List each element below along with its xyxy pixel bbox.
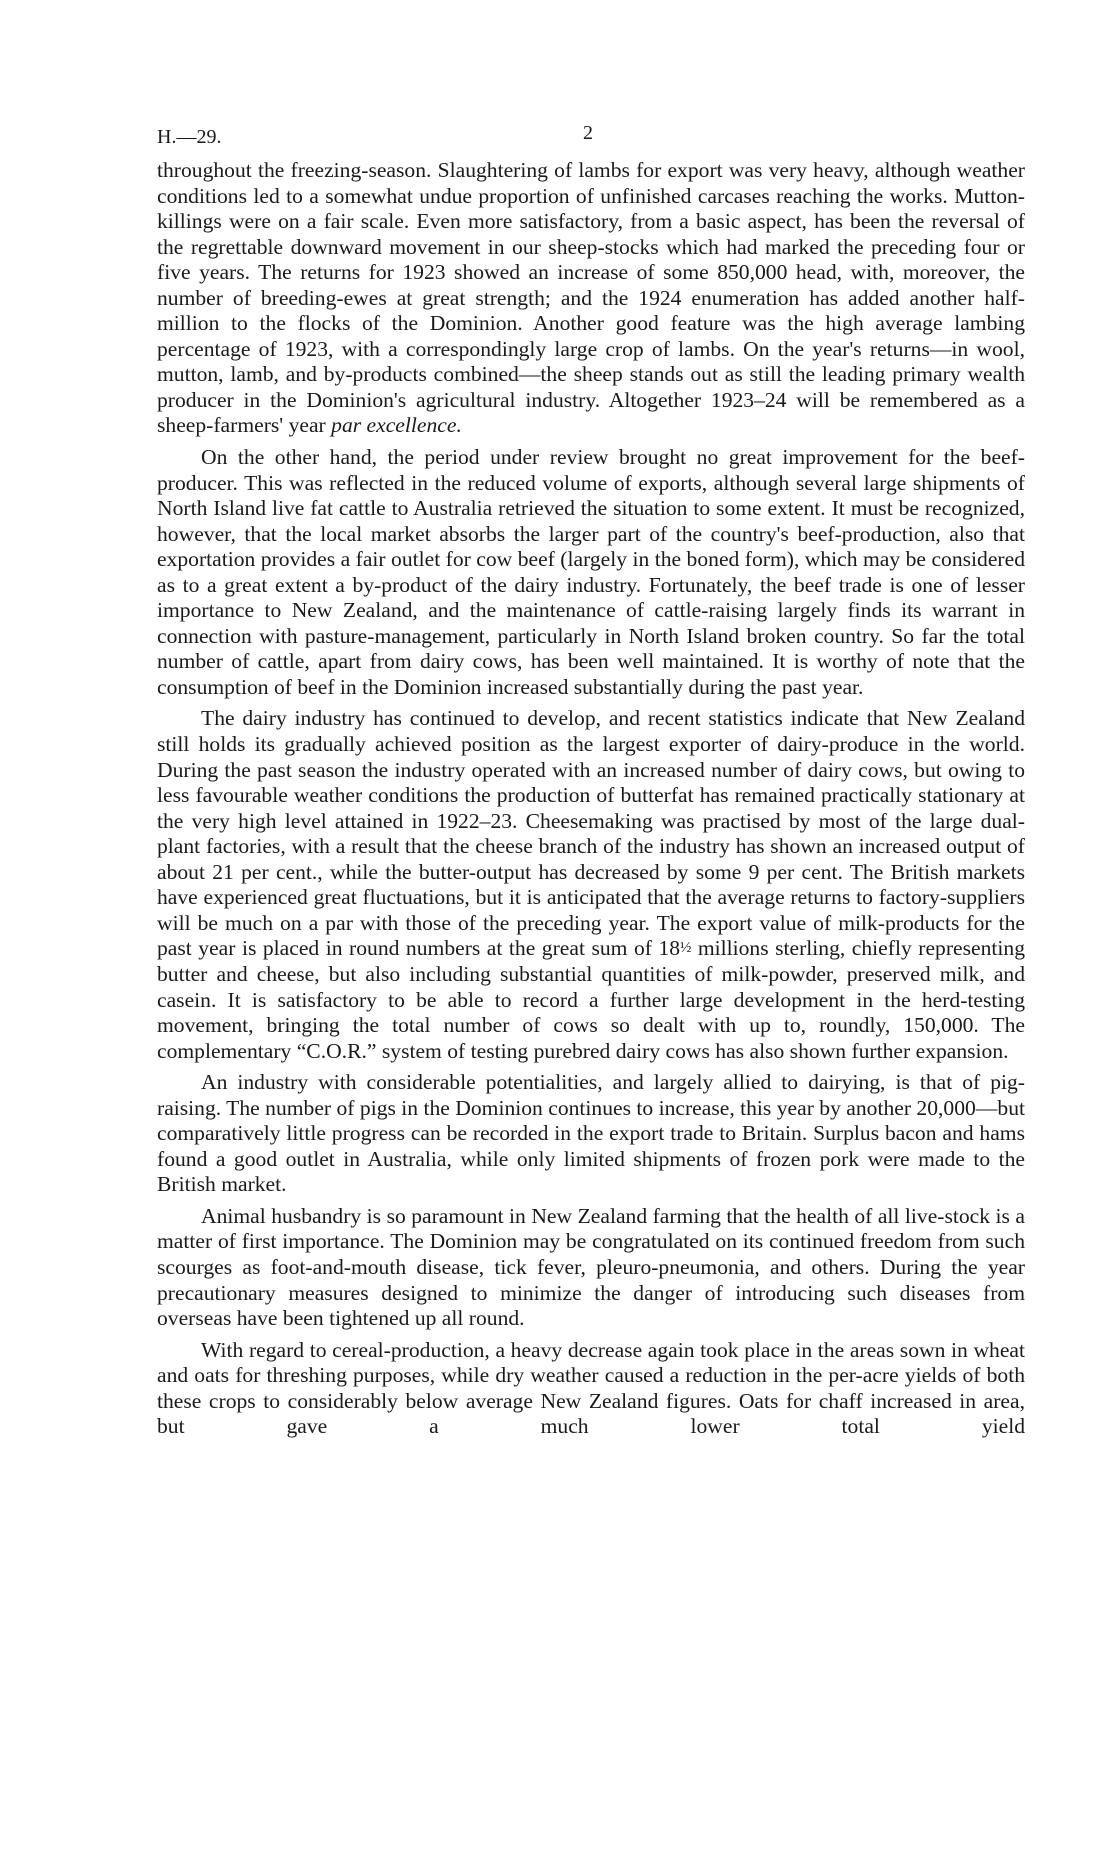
italic-phrase: par excellence. <box>331 413 462 438</box>
paragraph-beef: On the other hand, the period under review brought no great improvement for the beef-producer. This was reflected in the reduced volume of exports, although several large shipments of North Island live fat cattle to Australia retrieved the situation to some extent. It must be recognized, however, that the local market absorbs the larger part of the country's beef-production, also that exportation provides a fair outlet for cow beef (largely in the boned form), which may be considered as to a great extent a by-product of the dairy industry. Fortunately, the beef trade is one of lesser importance to New Zealand, and the maintenance of cattle-raising largely finds its warrant in connection with pasture-management, particularly in North Island broken country. So far the total number of cattle, apart from dairy cows, has been well maintained. It is worthy of note that the consumption of beef in the Dominion increased substantially during the past year. <box>157 445 1025 699</box>
page-header <box>157 118 1025 158</box>
paragraph-sheep-text: throughout the freezing-season. Slaughtering of lambs for export was very heavy, although weather conditions led to a somewhat undue proportion of unfinished carcases reaching the works. Mutton-killings were on a fair scale. Even more satisfactory, from a basic aspect, has been the reversal of the regrettable downward movement in our sheep-stocks which had marked the preceding four or five years. The returns for 1923 showed an increase of some 850,000 head, with, moreover, the number of breeding-ewes at great strength; and the 1924 enumeration has added another half-million to the flocks of the Dominion. Another good feature was the high average lambing percentage of 1923, with a correspondingly large crop of lambs. On the year's returns—in wool, mutton, lamb, and by-products combined—the sheep stands out as still the leading primary wealth producer in the Dominion's agricultural industry. Altogether 1923–24 will be remembered as a sheep-farmers' year <box>157 158 1025 438</box>
body-text <box>157 158 1025 1440</box>
fraction: ½ <box>680 940 692 957</box>
document-reference: H.—29. <box>157 126 222 148</box>
paragraph-dairy-text-b: millions sterling, chiefly representing butter and cheese, but also including substantial quantities of milk-powder, preserved milk, and casein. It is satisfactory to be able to record a further large development in the herd-testing movement, bringing the total number of cows so dealt with up to, roundly, 150,000. The complementary “C.O.R.” system of testing purebred dairy cows has also shown further expansion. <box>157 936 1025 1063</box>
paragraph-animal-health: Animal husbandry is so paramount in New Zealand farming that the health of all live-stock is a matter of first importance. The Dominion may be congratulated on its continued freedom from such scourges as foot-and-mouth disease, tick fever, pleuro-pneumonia, and others. During the year precautionary measures designed to minimize the danger of introducing such diseases from overseas have been tightened up all round. <box>157 1203 1025 1331</box>
paragraph-dairy <box>157 706 1025 1064</box>
paragraph-sheep <box>157 158 1025 439</box>
page-number: 2 <box>583 122 593 144</box>
paragraph-pigs: An industry with considerable potentialities, and largely allied to dairying, is that of pig-raising. The number of pigs in the Dominion continues to increase, this year by another 20,000—but comparatively little progress can be recorded in the export trade to Britain. Surplus bacon and hams found a good outlet in Australia, while only limited shipments of frozen pork were made to the British market. <box>157 1070 1025 1197</box>
paragraph-dairy-text-a: The dairy industry has continued to develop, and recent statistics indicate that New Zealand still holds its gradually achieved position as the largest exporter of dairy-produce in the world. During the past season the industry operated with an increased number of dairy cows, but owing to less favourable weather conditions the production of butterfat has remained practically stationary at the very high level attained in 1922–23. Cheesemaking was practised by most of the large dual-plant factories, with a result that the cheese branch of the industry has shown an increased output of about 21 per cent., while the butter-output has decreased by some 9 per cent. The British markets have experienced great fluctuations, but it is anticipated that the average returns to factory-suppliers will be much on a par with those of the preceding year. The export value of milk-products for the past year is placed in round numbers at the great sum of 18 <box>157 706 1025 961</box>
document-page <box>157 118 1025 1440</box>
paragraph-cereal: With regard to cereal-production, a heavy decrease again took place in the areas sown in wheat and oats for threshing purposes, while dry weather caused a reduction in the per-acre yields of both these crops to considerably below average New Zealand figures. Oats for chaff increased in area, but gave a much lower total yield <box>157 1337 1025 1439</box>
